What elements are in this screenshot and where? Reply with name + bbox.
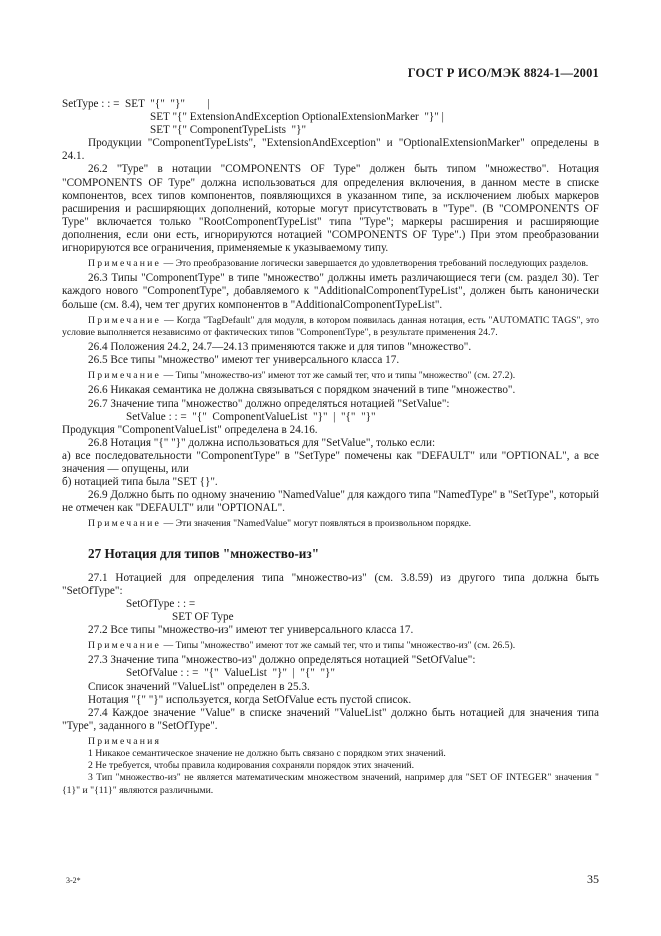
productions-2: Продукция "ComponentValueList" определена в 24.16. [62, 423, 318, 436]
productions-paragraph: Продукции "ComponentTypeLists", "ExtensionAndException" и "OptionalExtensionMarker" определены в 24.1. [62, 137, 599, 163]
section-27-title: 27 Нотация для типов "множество-из" [88, 545, 320, 561]
paragraph-27-3-c: Нотация "{" "}" используется, когда SetOfValue есть пустой список. [88, 693, 412, 706]
notes-title: Примечания [88, 735, 162, 747]
note-label: Примечание [88, 518, 162, 530]
paragraph-27-4: 27.4 Каждое значение "Value" в списке значений "ValueList" должно быть нотацией для значения типа "Type", заданного в "SetOfType". [62, 706, 599, 732]
note-label: Примечание [88, 314, 162, 326]
setofvalue-production: SetOfValue : : = "{" ValueList "}" | "{" "}" [126, 667, 335, 680]
setoftype-body: SET OF Type [172, 610, 234, 623]
note-text: — Это преобразование логически завершается до удовлетворения требований последующих разделов. [163, 258, 589, 270]
note-text: — Типы "множество-из" имеют тот же самый тег, что и типы "множество" (см. 27.2). [163, 370, 516, 382]
document-body [62, 98, 599, 797]
note-4 [62, 518, 599, 530]
paragraph-26-9: 26.9 Должно быть по одному значению "NamedValue" для каждого типа "NamedType" в "SetType", который не отмечен как "DEFAULT" или "OPTIONAL". [62, 489, 599, 515]
paragraph-27-3-b: Список значений "ValueList" определен в 25.3. [88, 680, 310, 693]
note-label: Примечание [88, 640, 162, 652]
note-3 [62, 370, 599, 382]
paragraph-26-3: 26.3 Типы "ComponentType" в типе "множество" должны иметь различающиеся теги (см. раздел 30). Тег каждого нового "ComponentType", добавляемого к "AdditionalComponentTypeList", должен быть канонически больше (см. 8.4), чем тег других компонентов в "AdditionalComponentTypeList". [62, 272, 599, 311]
note-label: Примечание [88, 258, 162, 270]
note-5 [62, 640, 599, 652]
paragraph-27-3: 27.3 Значение типа "множество-из" должно определяться нотацией "SetOfValue": [88, 654, 476, 667]
paragraph-26-5: 26.5 Все типы "множество" имеют тег универсального класса 17. [88, 354, 400, 367]
note-text: — Когда "TagDefault" для модуля, в котором появилась данная нотация, есть "AUTOMATIC TAGS", это условие выполняется независимо от фактических типов "ComponentType", в результате применения 24.7. [62, 314, 599, 338]
setvalue-production: SetValue : : = "{" ComponentValueList "}" | "{" "}" [126, 410, 376, 423]
page-header: ГОСТ Р ИСО/МЭК 8824-1—2001 [407, 66, 599, 80]
paragraph-26-8: 26.8 Нотация "{" "}" должна использоваться для "SetValue", только если: [88, 436, 436, 449]
paragraph-26-6: 26.6 Никакая семантика не должна связываться с порядком значений в типе "множество". [88, 384, 516, 397]
note-2 [62, 315, 599, 339]
notes-item-2: 2 Не требуется, чтобы правила кодирования сохраняли порядок этих значений. [88, 760, 415, 772]
paragraph-26-8-b: б) нотацией типа была "SET {}". [62, 476, 218, 489]
settype-line-1: SetType : : = SET "{" "}" | [62, 98, 210, 110]
paragraph-26-8-a: а) все последовательности "ComponentType" в "SetType" помечены как "DEFAULT" или "OPTIONAL", а все значения — опущены, или [62, 449, 599, 475]
settype-line-3: SET "{" ComponentTypeLists "}" [150, 124, 307, 137]
paragraph-26-2: 26.2 "Type" в нотации "COMPONENTS OF Type" должен быть типом "множество". Нотация "COMPONENTS OF Type" должна использоваться для определения включения, в данном месте в списке компонентов, всех типов компонентов, появляющихся в указанном типе, за исключением любых маркеров расширения и расширяющих дополнений, которые могут присутствовать в "Type". (В "COMPONENTS OF Type" включается только "RootComponentTypeList" типа "Type"; маркеры расширения и расширяющие дополнения, если они есть, игнорируются нотацией "COMPONENTS OF Type".) При этом преобразовании игнорируются все ограничения, применяемые к указываемому типу. [62, 163, 599, 255]
note-text: — Эти значения "NamedValue" могут появляться в произвольном порядке. [163, 518, 472, 530]
footer-sheet-mark: 3-2* [66, 876, 81, 885]
page-number: 35 [587, 872, 599, 886]
paragraph-27-2: 27.2 Все типы "множество-из" имеют тег универсального класса 17. [88, 624, 414, 637]
paragraph-26-7: 26.7 Значение типа "множество" должно определяться нотацией "SetValue": [88, 397, 450, 410]
settype-line-2: SET "{" ExtensionAndException OptionalExtensionMarker "}" | [150, 111, 444, 124]
note-1 [62, 258, 599, 270]
setoftype-production: SetOfType : : = [126, 597, 196, 610]
note-label: Примечание [88, 370, 162, 382]
notes-item-1: 1 Никакое семантическое значение не должно быть связано с порядком этих значений. [88, 748, 446, 760]
notes-item-3: 3 Тип "множество-из" не является математическим множеством значений, например для "SET OF INTEGER" значения "{1}" и "{11}" являются различными. [62, 772, 599, 796]
paragraph-27-1: 27.1 Нотацией для определения типа "множество-из" (см. 3.8.59) из другого типа должна быть "SetOfType": [62, 571, 599, 597]
paragraph-26-4: 26.4 Положения 24.2, 24.7—24.13 применяются также и для типов "множество". [88, 341, 472, 354]
note-text: — Типы "множество" имеют тот же самый тег, что и типы "множество-из" (см. 26.5). [163, 640, 516, 652]
